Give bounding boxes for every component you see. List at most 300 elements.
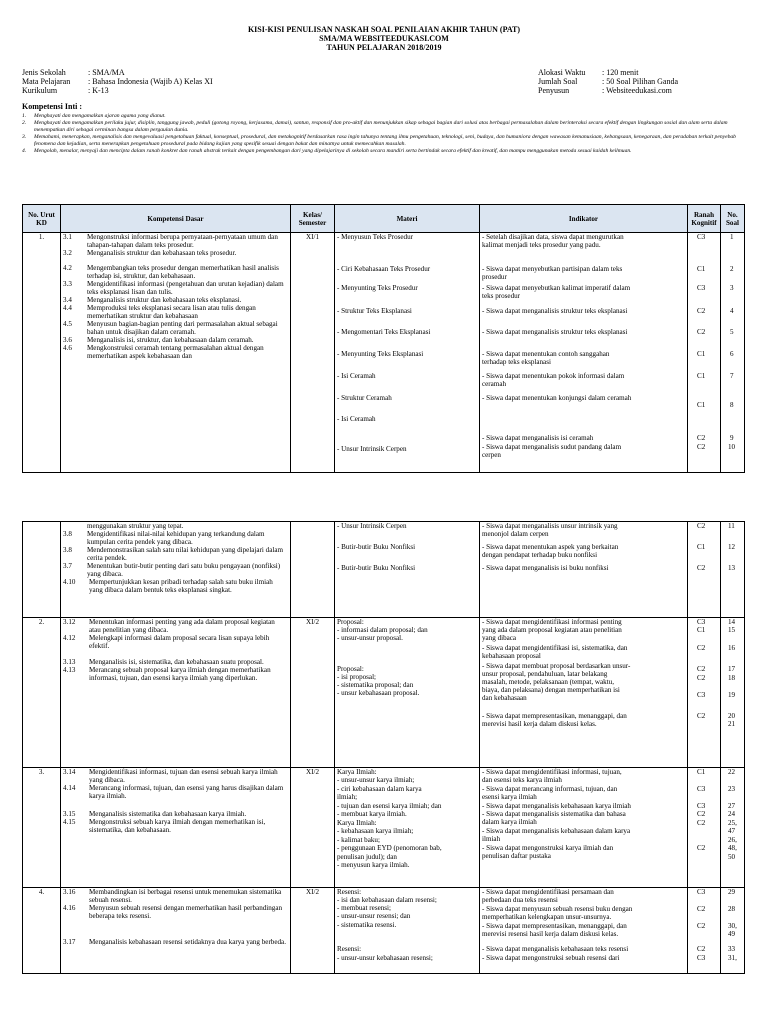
materi-item: - Menyunting Teks Prosedur xyxy=(337,284,418,292)
ranah-value: C1 xyxy=(697,543,706,551)
indikator-item: - Siswa dapat menganalisis sistematika dan bahasa dalam karya ilmiah xyxy=(482,810,626,826)
indikator-item: - Siswa dapat menganalisis isi buku nonfiksi xyxy=(482,564,609,572)
meta-right xyxy=(538,68,678,95)
cell-no-soal xyxy=(721,233,745,473)
kompetensi-inti-title: Kompetensi Inti : xyxy=(22,102,82,111)
no-soal-value: 17 xyxy=(728,665,736,673)
kd-text: Menganalisis sistematika dan kebahasaan karya ilmiah. xyxy=(89,810,247,818)
ranah-value: C3 xyxy=(697,618,706,626)
ranah-value: C2 xyxy=(697,522,706,530)
materi-item: - Struktur Teks Eksplanasi xyxy=(337,307,412,315)
kd-item xyxy=(63,522,288,530)
no-soal-value: 25, xyxy=(728,819,737,827)
kelas-semester: XI/2 xyxy=(305,618,319,626)
no-soal-value: 9 xyxy=(730,434,734,442)
ki-number: 4. xyxy=(22,148,27,154)
cell-no xyxy=(23,888,61,974)
no-soal-value: 11 xyxy=(728,522,735,530)
kd-code: 4.13 xyxy=(63,666,76,674)
kd-text: menggunakan struktur yang tepat. xyxy=(87,522,184,530)
kd-text: Mengonstruksi sebuah karya ilmiah dengan memerhatikan isi, sistematika, dan kebahasaan. xyxy=(89,818,266,834)
no-soal-value: 49 xyxy=(728,930,736,938)
indikator-list xyxy=(482,233,685,471)
indikator-list xyxy=(482,522,685,616)
indikator-item: - Siswa dapat menganalisis sudut pandang dalam cerpen xyxy=(482,443,622,459)
kd-item xyxy=(63,768,288,784)
indikator-item: - Siswa dapat menganalisis struktur teks eksplanasi xyxy=(482,328,628,336)
kd-text: Menganalisis struktur dan kebahasaan teks prosedur. xyxy=(87,249,237,257)
cell-kelas xyxy=(291,522,335,618)
indikator-item: - Siswa dapat menganalisis isi ceramah xyxy=(482,434,594,442)
cell-ranah xyxy=(688,888,721,974)
kd-text: Mengidentifikasi informasi (pengetahuan dan urutan kejadian) dalam teks eksplanasi lisan dan tulis. xyxy=(87,280,284,296)
materi-item: - unsur-unsur proposal. xyxy=(337,634,403,642)
kd-item xyxy=(63,304,288,320)
ranah-value: C2 xyxy=(697,434,706,442)
materi-item: - Unsur Intrinsik Cerpen xyxy=(337,445,407,453)
meta-value: : 120 menit xyxy=(602,68,639,77)
materi-item: - membuat karya ilmiah. xyxy=(337,810,407,818)
materi-item: penulisan judul); dan xyxy=(337,853,397,861)
kd-text: Mendemonstrasikan salah satu nilai kehidupan yang dipelajari dalam cerita pendek. xyxy=(87,546,284,562)
header-school: SMA/MA WEBSITEEDUKASI.COM xyxy=(319,34,449,43)
kd-item xyxy=(63,810,288,818)
materi-item: Resensi: xyxy=(337,888,362,896)
kd-text: Menyusun sebuah resensi dengan memerhatikan hasil perbandingan beberapa teks resensi. xyxy=(89,904,283,920)
indikator-item: - Siswa dapat menganalisis struktur teks eksplanasi xyxy=(482,307,628,315)
kd-text: Menganalisis struktur dan kebahasaan teks eksplanasi. xyxy=(87,296,242,304)
ranah-value: C2 xyxy=(697,819,706,827)
header-kompetensi-dasar: Kompetensi Dasar xyxy=(61,205,291,233)
table-row xyxy=(23,618,745,768)
kd-item xyxy=(63,666,288,682)
kd-code xyxy=(63,522,87,530)
indikator-item: - Siswa dapat menganalisis kebahasaan teks resensi xyxy=(482,945,629,953)
ranah-value: C3 xyxy=(697,802,706,810)
meta-label: Penyusun xyxy=(538,86,570,95)
indikator-item: - Siswa dapat menentukan konjungsi dalam ceramah xyxy=(482,394,632,402)
document-header xyxy=(0,25,768,52)
ranah-list xyxy=(690,888,718,972)
header-ranah-kognitif: Ranah Kognitif xyxy=(688,205,721,233)
ranah-value: C3 xyxy=(697,785,706,793)
materi-item: - sistematika resensi. xyxy=(337,921,397,929)
row-number: 1. xyxy=(38,233,45,241)
cell-indikator xyxy=(480,522,688,618)
kd-code: 4.15 xyxy=(63,818,76,826)
materi-item: Proposal: xyxy=(337,665,364,673)
no-soal-value: 10 xyxy=(728,443,736,451)
header-materi: Materi xyxy=(335,205,480,233)
ranah-value: C1 xyxy=(697,626,706,634)
kd-text: Mengonstruksi informasi berupa pernyataan-pernyataan umum dan tahapan-tahapan dalam teks prosedur. xyxy=(87,233,278,249)
ki-item xyxy=(22,113,746,120)
kd-item xyxy=(63,904,288,920)
kd-code: 3.17 xyxy=(63,938,76,946)
ki-number: 2. xyxy=(22,120,27,126)
cell-kd xyxy=(61,522,291,618)
kd-item xyxy=(63,578,288,594)
indikator-item: - Siswa dapat menentukan aspek yang berkaitan dengan pendapat terhadap buku nonfiksi xyxy=(482,543,619,559)
ranah-value: C2 xyxy=(697,443,706,451)
meta-label: Mata Pelajaran xyxy=(22,77,71,86)
kd-text: Mengidentifikasi nilai-nilai kehidupan yang terkandung dalam kumpulan cerita pendek yang dibaca. xyxy=(87,530,265,546)
indikator-item: - Siswa dapat mempresentasikan, menanggapi, dan merevisi resensi hasil kerja dalam diskusi kelas. xyxy=(482,922,627,938)
meta-label: Jumlah Soal xyxy=(538,77,578,86)
meta-value: : SMA/MA xyxy=(88,68,125,77)
kd-item xyxy=(63,320,288,336)
ranah-value: C3 xyxy=(697,888,706,896)
kd-item xyxy=(63,530,288,546)
ranah-value: C2 xyxy=(697,922,706,930)
no-soal-value: 16 xyxy=(728,644,736,652)
no-soal-value: 4 xyxy=(730,307,734,315)
ki-text: Menghayati dan mengamalkan perilaku jujur, disiplin, tanggung jawab, peduli (gotong royong, kerjasama, damai), santun, responsif dan pro-aktif dan menunjukkan sikap sebagai bagian dari solusi atas berbagai permasalahan dalam berinteraksi secara efektif dengan lingkungan sosial dan alam serta dalam menempatkan diri sebagai cerminan bangsa dalam pergaulan dunia. xyxy=(34,120,728,133)
indikator-item: - Siswa dapat merancang informasi, tujuan, dan esensi karya ilmiah xyxy=(482,785,618,801)
kd-text: Merancang sebuah proposal karya ilmiah dengan memerhatikan informasi, tujuan, dan esensi karya ilmiah yang diperlukan. xyxy=(89,666,271,682)
header-indikator: Indikator xyxy=(480,205,688,233)
materi-item: - Isi Ceramah xyxy=(337,372,376,380)
ki-item xyxy=(22,134,746,148)
materi-list xyxy=(337,233,477,471)
materi-item: - isi dan kebahasaan dalam resensi; xyxy=(337,896,437,904)
no-soal-value: 50 xyxy=(728,853,736,861)
cell-materi xyxy=(335,888,480,974)
cell-ranah xyxy=(688,618,721,768)
row-number: 3. xyxy=(38,768,45,776)
ranah-value: C2 xyxy=(697,665,706,673)
header-no-urut-kd: No. Urut KD xyxy=(23,205,61,233)
materi-list xyxy=(337,618,477,766)
kd-item xyxy=(63,562,288,578)
kd-item xyxy=(63,634,288,650)
materi-item: - kebahasaan karya ilmiah; xyxy=(337,827,414,835)
no-soal-value: 31, xyxy=(728,954,737,962)
cell-kd xyxy=(61,768,291,888)
meta-row xyxy=(538,77,678,86)
cell-no xyxy=(23,768,61,888)
no-soal-value: 1 xyxy=(730,233,734,241)
no-soal-value: 20 xyxy=(728,712,736,720)
meta-value: : 50 Soal Pilihan Ganda xyxy=(602,77,678,86)
no-soal-value: 19 xyxy=(728,691,736,699)
materi-item: - ciri kebahasaan dalam karya xyxy=(337,785,422,793)
meta-row xyxy=(22,68,213,77)
no-soal-value: 30, xyxy=(728,922,737,930)
indikator-item: - Siswa dapat mengidentifikasi persamaan dan perbedaan dua teks resensi xyxy=(482,888,614,904)
header-kelas-semester: Kelas/ Semester xyxy=(291,205,335,233)
cell-materi xyxy=(335,233,480,473)
kd-text: Membandingkan isi berbagai resensi untuk menemukan sistematika sebuah resensi. xyxy=(89,888,282,904)
kd-item xyxy=(63,658,288,666)
cell-no-soal xyxy=(721,768,745,888)
cell-materi xyxy=(335,522,480,618)
materi-item: - menyusun karya ilmiah. xyxy=(337,861,410,869)
ki-item xyxy=(22,148,746,155)
table-row xyxy=(23,888,745,974)
no-soal-value: 28 xyxy=(728,905,736,913)
meta-row xyxy=(538,68,678,77)
kelas-semester: XI/2 xyxy=(305,768,319,776)
kd-text: Mengidentifikasi informasi, tujuan dan esensi sebuah karya ilmiah yang dibaca. xyxy=(89,768,278,784)
indikator-item: - Setelah disajikan data, siswa dapat mengurutkan kalimat menjadi teks prosedur yang padu. xyxy=(482,233,624,249)
no-soal-value: 2 xyxy=(730,265,734,273)
cell-kelas xyxy=(291,618,335,768)
kelas-semester: XI/1 xyxy=(305,233,319,241)
ki-item xyxy=(22,120,746,134)
kd-text: Memproduksi teks eksplanasi secara lisan atau tulis dengan memerhatikan struktur dan kebahasaan xyxy=(87,304,256,320)
indikator-item: - Siswa dapat menyebutkan partisipan dalam teks prosedur xyxy=(482,265,623,281)
ranah-value: C2 xyxy=(697,564,706,572)
materi-item: - informasi dalam proposal; dan xyxy=(337,626,428,634)
kd-code: 3.13 xyxy=(63,658,76,666)
kd-text: Menentukan butir-butir penting dari satu buku pengayaan (nonfiksi) yang dibaca. xyxy=(87,562,281,578)
cell-materi xyxy=(335,618,480,768)
indikator-item: - Siswa dapat membuat proposal berdasarkan unsur- unsur proposal, pendahuluan, latar belakang masalah, metode, pelaksanaan (tempat, waktu, biaya, dan pelaksana) dengan memperhatikan isi dan kebahasaan xyxy=(482,662,631,702)
kd-code: 3.6 xyxy=(63,336,72,344)
kd-item xyxy=(63,264,288,280)
cell-kd xyxy=(61,888,291,974)
no-soal-value: 5 xyxy=(730,328,734,336)
no-soal-value: 26, xyxy=(728,836,737,844)
kd-item xyxy=(63,280,288,296)
materi-item: - Butir-butir Buku Nonfiksi xyxy=(337,564,416,572)
kd-code: 4.4 xyxy=(63,304,72,312)
ranah-value: C2 xyxy=(697,844,706,852)
materi-item: Proposal: xyxy=(337,618,364,626)
no-soal-value: 27 xyxy=(728,802,736,810)
meta-row xyxy=(22,77,213,86)
materi-item: - unsur-unsur resensi; dan xyxy=(337,912,411,920)
kisi-kisi-table-page-1 xyxy=(22,204,745,473)
kd-item xyxy=(63,233,288,249)
kd-text: Menentukan informasi penting yang ada dalam proposal kegiatan atau penelitian yang dibaca. xyxy=(89,618,275,634)
ki-number: 1. xyxy=(22,113,27,119)
kd-code: 4.10 xyxy=(63,578,76,586)
indikator-item: - Siswa dapat menganalisis kebahasaan dalam karya ilmiah xyxy=(482,827,631,843)
kd-item xyxy=(63,249,288,257)
materi-item: - Isi Ceramah xyxy=(337,415,376,423)
kd-code: 3.14 xyxy=(63,768,76,776)
ranah-value: C3 xyxy=(697,233,706,241)
kd-text: Mengembangkan teks prosedur dengan memerhatikan hasil analisis terhadap isi, struktur, dan kebahasaan. xyxy=(87,264,279,280)
kd-code: 3.12 xyxy=(63,618,76,626)
meta-label: Alokasi Waktu xyxy=(538,68,586,77)
kelas-semester: XI/2 xyxy=(305,888,319,896)
cell-kelas xyxy=(291,233,335,473)
indikator-list xyxy=(482,768,685,886)
ranah-value: C1 xyxy=(697,265,706,273)
cell-no xyxy=(23,618,61,768)
kd-text: Menganalisis isi, struktur, dan kebahasaan dalam ceramah. xyxy=(87,336,254,344)
no-soal-value: 3 xyxy=(730,284,734,292)
materi-item: - unsur-unsur kebahasaan resensi; xyxy=(337,954,433,962)
materi-list xyxy=(337,522,477,616)
ranah-value: C2 xyxy=(697,674,706,682)
cell-ranah xyxy=(688,522,721,618)
materi-item: ilmiah; xyxy=(337,793,358,801)
cell-no-soal xyxy=(721,888,745,974)
materi-item: - Butir-butir Buku Nonfiksi xyxy=(337,543,416,551)
materi-item: - kalimat baku; xyxy=(337,836,380,844)
kd-item xyxy=(63,618,288,634)
indikator-list xyxy=(482,888,685,972)
kd-code: 3.8 xyxy=(63,530,72,538)
materi-list xyxy=(337,768,477,886)
indikator-item: - Siswa dapat menganalisis unsur intrinsik yang menonjol dalam cerpen xyxy=(482,522,618,538)
ranah-value: C1 xyxy=(697,350,706,358)
no-soal-value: 21 xyxy=(728,720,736,728)
no-soal-value: 29 xyxy=(728,888,736,896)
indikator-item: - Siswa dapat mempresentasikan, menanggapi, dan merevisi hasil kerja dalam diskusi kelas. xyxy=(482,712,627,728)
materi-item: - unsur kebahasaan proposal. xyxy=(337,689,420,697)
cell-kd xyxy=(61,618,291,768)
kd-item xyxy=(63,336,288,344)
meta-row xyxy=(538,86,678,95)
meta-value: : Websiteedukasi.com xyxy=(602,86,672,95)
materi-item: - isi proposal; xyxy=(337,673,377,681)
no-soal-value: 22 xyxy=(728,768,736,776)
ranah-value: C2 xyxy=(697,307,706,315)
kd-code: 4.6 xyxy=(63,344,72,352)
materi-item: - tujuan dan esensi karya ilmiah; dan xyxy=(337,802,442,810)
indikator-item: - Siswa dapat mengonstruksi karya ilmiah dan penulisan daftar pustaka xyxy=(482,844,614,860)
meta-row xyxy=(22,86,213,95)
cell-indikator xyxy=(480,233,688,473)
indikator-item: - Siswa dapat menentukan contoh sanggahan terhadap teks eksplanasi xyxy=(482,350,610,366)
cell-kelas xyxy=(291,888,335,974)
cell-indikator xyxy=(480,618,688,768)
ki-number: 3. xyxy=(22,134,27,140)
kompetensi-inti xyxy=(22,102,746,155)
kd-code: 3.3 xyxy=(63,280,72,288)
table-row xyxy=(23,233,745,473)
no-soal-list xyxy=(723,888,742,972)
cell-indikator xyxy=(480,888,688,974)
cell-no xyxy=(23,233,61,473)
no-soal-value: 8 xyxy=(730,401,734,409)
ki-text: Memahami, menerapkan, menganalisis dan mengevaluasi pengetahuan faktual, konseptual, prosedural, dan metakognitif berdasarkan rasa ingin tahunya tentang ilmu pengetahuan, teknologi, seni, budaya, dan humaniora dengan wawasan kemanusiaan, kebangsaan, kenegaraan, dan peradaban terkait penyebab fenomena dan kejadian, serta menerapkan pengetahuan prosedural pada bidang kajian yang spesifik sesuai dengan bakat dan minatnya untuk memecahkan masalah. xyxy=(34,134,736,147)
kd-item xyxy=(63,784,288,800)
ranah-value: C2 xyxy=(697,644,706,652)
no-soal-list xyxy=(723,618,742,766)
indikator-item: - Siswa dapat mengidentifikasi informasi, tujuan, dan esensi teks karya ilmiah xyxy=(482,768,622,784)
meta-left xyxy=(22,68,213,95)
header-title: KISI-KISI PENULISAN NASKAH SOAL PENILAIAN AKHIR TAHUN (PAT) xyxy=(247,25,521,34)
indikator-item: - Siswa dapat menganalisis kebahasaan karya ilmiah xyxy=(482,802,631,810)
ranah-list xyxy=(690,522,718,616)
materi-item: - Ciri Kebahasaan Teks Prosedur xyxy=(337,265,431,273)
kd-code: 4.12 xyxy=(63,634,76,642)
kd-text: Menyusun bagian-bagian penting dari permasalahan aktual sebagai bahan untuk disajikan dalam ceramah. xyxy=(87,320,278,336)
table-header-row xyxy=(23,205,745,233)
no-soal-value: 48, xyxy=(728,844,737,852)
ranah-value: C1 xyxy=(697,372,706,380)
no-soal-value: 12 xyxy=(728,543,736,551)
materi-item: - unsur-unsur karya ilmiah; xyxy=(337,776,415,784)
kd-code: 3.8 xyxy=(63,546,72,554)
ranah-list xyxy=(690,618,718,766)
kd-code: 4.16 xyxy=(63,904,76,912)
ranah-value: C1 xyxy=(697,768,706,776)
materi-item: - Menyusun Teks Prosedur xyxy=(337,233,414,241)
kd-text: Melengkapi informasi dalam proposal secara lisan supaya lebih efektif. xyxy=(89,634,270,650)
kd-text: Mengkonstruksi ceramah tentang permasalahan aktual dengan memerhatikan aspek kebahasaan dan xyxy=(87,344,264,360)
indikator-item: - Siswa dapat menyusun sebuah resensi buku dengan memperhatikan kelengkapan unsur-unsurnya. xyxy=(482,905,633,921)
ranah-value: C2 xyxy=(697,945,706,953)
kd-item xyxy=(63,344,288,360)
indikator-list xyxy=(482,618,685,766)
materi-item: - Mengomentari Teks Eksplanasi xyxy=(337,328,431,336)
cell-no-soal xyxy=(721,522,745,618)
kd-code: 4.2 xyxy=(63,264,72,272)
kd-item xyxy=(63,818,288,834)
row-number: 4. xyxy=(38,888,45,896)
no-soal-value: 13 xyxy=(728,564,736,572)
kd-code: 4.5 xyxy=(63,320,72,328)
indikator-item: - Siswa dapat menyebutkan kalimat imperatif dalam teks prosedur xyxy=(482,284,631,300)
materi-item: - penggunaan EYD (penomoran bab, xyxy=(337,844,442,852)
ranah-value: C2 xyxy=(697,712,706,720)
header-no-soal: No. Soal xyxy=(721,205,745,233)
meta-label: Kurikulum xyxy=(22,86,58,95)
meta-value: : Bahasa Indonesia (Wajib A) Kelas XI xyxy=(88,77,213,86)
no-soal-value: 18 xyxy=(728,674,736,682)
kd-item xyxy=(63,546,288,562)
no-soal-value: 6 xyxy=(730,350,734,358)
kd-text: Menganalisis isi, sistematika, dan kebahasaan suatu proposal. xyxy=(89,658,264,666)
kd-code: 3.4 xyxy=(63,296,72,304)
no-soal-list xyxy=(723,768,742,886)
kd-item xyxy=(63,938,288,946)
ranah-value: C3 xyxy=(697,954,706,962)
kd-text: Mempertunjukkan kesan pribadi terhadap salah satu buku ilmiah yang dibaca dalam bentuk teks eksplanasi singkat. xyxy=(89,578,273,594)
cell-indikator xyxy=(480,768,688,888)
kisi-kisi-table-page-2 xyxy=(22,521,745,974)
ranah-value: C2 xyxy=(697,905,706,913)
indikator-item: - Siswa dapat mengidentifikasi isi, sistematika, dan kebahasaan proposal xyxy=(482,644,628,660)
kd-code: 3.15 xyxy=(63,810,76,818)
cell-no-soal xyxy=(721,618,745,768)
ranah-list xyxy=(690,768,718,886)
kd-text: Menganalisis kebahasaan resensi setidaknya dua karya yang berbeda. xyxy=(89,938,286,946)
materi-item: - Menyunting Teks Eksplanasi xyxy=(337,350,424,358)
cell-materi xyxy=(335,768,480,888)
row-number: 2. xyxy=(38,618,45,626)
no-soal-value: 14 xyxy=(728,618,736,626)
materi-item: Resensi: xyxy=(337,945,362,953)
kd-code: 4.14 xyxy=(63,784,76,792)
materi-item: - sistematika proposal; dan xyxy=(337,681,414,689)
no-soal-value: 24 xyxy=(728,810,736,818)
meta-value: : K-13 xyxy=(88,86,109,95)
no-soal-value: 33 xyxy=(728,945,736,953)
indikator-item: - Siswa dapat menentukan pokok informasi dalam ceramah xyxy=(482,372,625,388)
ki-text: Mengolah, menalar, menyaji dan mencipta dalam ranah konkret dan ranah abstrak terkait dengan pengembangan dari yang dipelajarinya di sekolah secara mandiri serta bertindak secara efektif dan kreatif, dan mampu menggunakan metoda sesuai kaidah keilmuan. xyxy=(34,148,632,154)
cell-ranah xyxy=(688,233,721,473)
no-soal-value: 47 xyxy=(728,827,736,835)
no-soal-list xyxy=(723,233,742,471)
indikator-item: - Siswa dapat mengonstruksi sebuah resensi dari xyxy=(482,954,620,962)
materi-item: - Struktur Ceramah xyxy=(337,394,392,402)
header-year: TAHUN PELAJARAN 2018/2019 xyxy=(326,43,442,52)
ki-text: Menghayati dan mengamalkan ajaran agama yang dianut. xyxy=(34,113,166,119)
kd-item xyxy=(63,296,288,304)
ranah-value: C2 xyxy=(697,328,706,336)
ranah-value: C3 xyxy=(697,691,706,699)
no-soal-list xyxy=(723,522,742,616)
no-soal-value: 15 xyxy=(728,626,736,634)
